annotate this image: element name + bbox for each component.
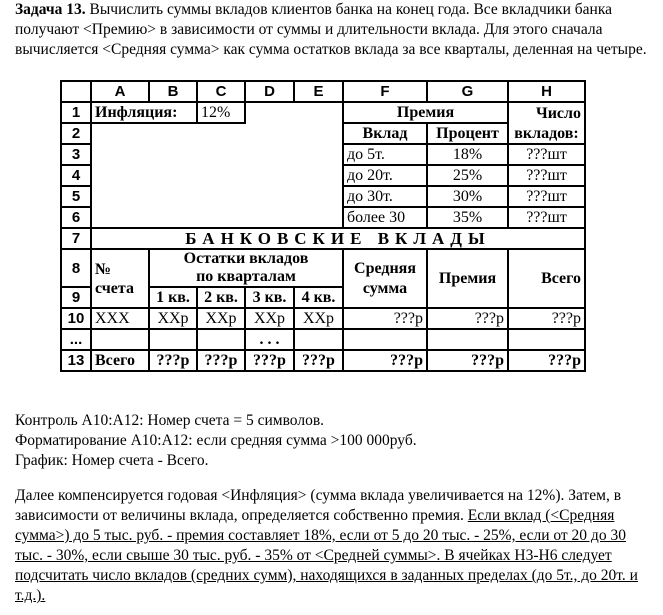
corner-cell: [61, 81, 91, 102]
premium-total: ???р: [427, 350, 508, 371]
empty-cell: [197, 329, 245, 350]
account-header-1: №: [95, 260, 112, 278]
note-chart: График: Номер счета - Всего.: [15, 452, 209, 469]
col-header-g: G: [427, 81, 508, 102]
row-number: ...: [61, 329, 91, 350]
tier-percent: 30%: [427, 186, 508, 207]
row-10: [61, 308, 585, 329]
row-number: 8: [61, 249, 91, 287]
quarter-1-header: 1 кв.: [149, 287, 197, 308]
percent-header: Процент: [427, 123, 508, 144]
row-number: 1: [61, 102, 91, 123]
empty-cell: [91, 329, 149, 350]
count-header-2: вкладов:: [508, 123, 585, 144]
task-intro: [15, 0, 655, 60]
empty-cell: [343, 329, 427, 350]
account-header-2: счета: [95, 279, 134, 297]
col-header-d: D: [245, 81, 294, 102]
col-header-f: F: [343, 81, 427, 102]
row-number: 9: [61, 287, 91, 308]
q1-total: ???р: [149, 350, 197, 371]
tier-count: ???шт: [508, 186, 585, 207]
tier-deposit: до 5т.: [343, 144, 427, 165]
tier-percent: 18%: [427, 144, 508, 165]
task-text: Вычислить суммы вкладов клиентов банка на конец года. Все вкладчики банка получают <Премию> в зависимости от суммы и длительности вклада. Для этого сначала вычисляется <Средняя сумма> как сумма остатков вклада за все кварталы, деленная на четыре.: [15, 1, 647, 58]
empty-cell: [508, 329, 585, 350]
total-col-header: Всего: [508, 249, 585, 308]
row-number: 2: [61, 123, 91, 144]
empty-cell: [149, 329, 197, 350]
empty-cell: [294, 329, 343, 350]
total-label: Всего: [91, 350, 149, 371]
row-1: [61, 102, 585, 123]
q3-cell: ХХр: [245, 308, 294, 329]
sheet-title: БАНКОВСКИЕ ВКЛАДЫ: [91, 228, 585, 249]
balances-header-1: Остатки вкладов: [183, 250, 309, 267]
quarter-2-header: 2 кв.: [197, 287, 245, 308]
row-number: 13: [61, 350, 91, 371]
account-cell: ХХХ: [91, 308, 149, 329]
inflation-value: 12%: [197, 102, 245, 123]
balances-header-2: по кварталам: [196, 268, 296, 285]
row-ellipsis: [61, 329, 585, 350]
q4-cell: ХХр: [294, 308, 343, 329]
details-part-2: Если вклад (<Средняя сумма>) до 5 тыс. руб. - премия составляет 18%, если от 5 до 20 тыс. - 25%, если от 20 до 30 тыс. - 30%, если свыше 30 тыс. руб. - 35% от <Средней суммы>. В ячейках Н3-Н6 следует подсчитать число вкладов (средних сумм), находящихся в заданных пределах (до 5т., до 20т. и т.д.).: [15, 507, 638, 604]
spreadsheet-table: [60, 80, 586, 372]
q1-cell: ХХр: [149, 308, 197, 329]
premium-col-header: Премия: [427, 249, 508, 308]
note-control: Контроль А10:А12: Номер счета = 5 символов.: [15, 412, 325, 429]
tier-count: ???шт: [508, 144, 585, 165]
row-number: 7: [61, 228, 91, 249]
col-header-e: E: [294, 81, 343, 102]
tier-count: ???шт: [508, 207, 585, 228]
premium-header: Премия: [343, 102, 508, 123]
avg-header-2: сумма: [362, 279, 408, 297]
tier-count: ???шт: [508, 165, 585, 186]
q2-total: ???р: [197, 350, 245, 371]
q4-total: ???р: [294, 350, 343, 371]
details-part-1: Далее компенсируется годовая <Инфляция> (сумма вклада увеличивается на 12%). Затем, в зависимости от величины вклада, определяется собственно премия.: [15, 487, 622, 524]
avg-cell: ???р: [343, 308, 427, 329]
premium-cell: ???р: [427, 308, 508, 329]
row-7: [61, 228, 585, 249]
row-number: 3: [61, 144, 91, 165]
row-13: [61, 350, 585, 371]
balances-header: [149, 249, 343, 287]
avg-total: ???р: [343, 350, 427, 371]
account-header: [91, 249, 149, 308]
tier-deposit: до 20т.: [343, 165, 427, 186]
row-8: [61, 249, 585, 287]
row-2: [61, 123, 585, 144]
inflation-label: Инфляция:: [91, 102, 197, 123]
row-number: 10: [61, 308, 91, 329]
total-cell: ???р: [508, 308, 585, 329]
empty-block: [91, 123, 343, 228]
col-header-a: A: [91, 81, 149, 102]
grand-total: ???р: [508, 350, 585, 371]
quarter-4-header: 4 кв.: [294, 287, 343, 308]
avg-header-1: Средняя: [354, 259, 416, 277]
column-header-row: [61, 81, 585, 102]
quarter-3-header: 3 кв.: [245, 287, 294, 308]
avg-header: [343, 249, 427, 308]
tier-percent: 25%: [427, 165, 508, 186]
ellipsis-cell: . . .: [245, 329, 294, 350]
row-number: 5: [61, 186, 91, 207]
tier-percent: 35%: [427, 207, 508, 228]
details-paragraph: [15, 486, 657, 606]
col-header-c: C: [197, 81, 245, 102]
q3-total: ???р: [245, 350, 294, 371]
task-label: Задача 13.: [15, 1, 86, 18]
empty-cell: [245, 102, 343, 123]
row-number: 6: [61, 207, 91, 228]
count-header-1: Число: [508, 102, 585, 123]
empty-cell: [427, 329, 508, 350]
col-header-h: H: [508, 81, 585, 102]
q2-cell: ХХр: [197, 308, 245, 329]
row-number: 4: [61, 165, 91, 186]
tier-deposit: более 30: [343, 207, 427, 228]
deposit-header: Вклад: [343, 123, 427, 144]
note-formatting: Форматирование А10:А12: если средняя сумма >100 000руб.: [15, 432, 417, 449]
col-header-b: B: [149, 81, 197, 102]
notes: [15, 411, 655, 471]
tier-deposit: до 30т.: [343, 186, 427, 207]
